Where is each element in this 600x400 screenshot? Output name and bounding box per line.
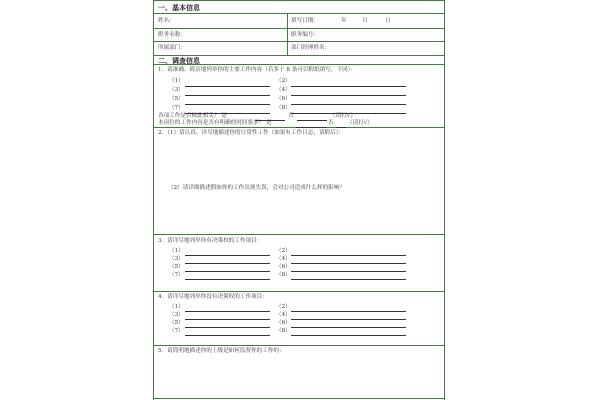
rule-q3 (153, 291, 445, 292)
q4-item-3: （3） (169, 312, 184, 318)
q1-item-8: （8） (276, 105, 291, 111)
q4-item-6: （6） (276, 320, 291, 326)
rule-q4 (153, 345, 445, 346)
month-label: 月 (362, 18, 368, 24)
q1-item-4: （4） (276, 87, 291, 93)
q1-related-hint: （请打√） (330, 113, 356, 119)
q4-line-3[interactable] (185, 319, 270, 320)
q1-line-6[interactable] (291, 104, 406, 105)
rule-row1 (153, 28, 445, 29)
q3-item-6: （6） (276, 264, 291, 270)
q3-line-2[interactable] (291, 255, 406, 256)
q1-item-5: （5） (169, 96, 184, 102)
q3-item-4: （4） (276, 256, 291, 262)
q1-line-4[interactable] (291, 95, 406, 96)
q3-line-3[interactable] (185, 263, 270, 264)
q4-line-1[interactable] (185, 311, 270, 312)
day-label: 日 (385, 18, 391, 24)
q1-time-hint: （请打√） (347, 120, 373, 126)
q1-line-1[interactable] (185, 86, 270, 87)
q4-line-4[interactable] (291, 319, 406, 320)
q5-text: 5．请简明地描述你的上级是如何监督你的工作的： (158, 348, 285, 354)
q3-item-1: （1） (169, 248, 184, 254)
q1-time-label: 本岗位的工作内容是否有明确的时间要求？ 是 (158, 120, 272, 126)
q1-time-no-label: 否 (328, 120, 334, 126)
q4-item-7: （7） (169, 328, 184, 334)
q4-item-5: （5） (169, 320, 184, 326)
q3-line-4[interactable] (291, 263, 406, 264)
q3-line-1[interactable] (185, 255, 270, 256)
name-label: 姓名： (158, 18, 175, 24)
section1-title: 一、基本信息 (158, 4, 200, 12)
q4-line-7[interactable] (185, 335, 270, 336)
position-name-label: 职务名称： (158, 32, 186, 38)
q4-line-8[interactable] (291, 335, 406, 336)
q4-text: 4．请详尽地列举你没有决策权的工作项目： (158, 294, 268, 300)
year-label: 年 (341, 18, 347, 24)
q4-item-2: （2） (276, 304, 291, 310)
q2b-text: （2）请详细描述假如你的工作出现失误，会对公司造成什么样的影响？ (168, 185, 345, 191)
q3-item-8: （8） (276, 272, 291, 278)
q3-text: 3．请详尽地列举你有决策权的工作项目： (158, 238, 263, 244)
q3-line-8[interactable] (291, 279, 406, 280)
rule-section1 (153, 13, 445, 14)
rule-row2 (153, 41, 445, 42)
q1-line-5[interactable] (185, 104, 270, 105)
rule-bottom (153, 398, 445, 399)
q1-item-3: （3） (169, 87, 184, 93)
q1-related-label: 各项工作是否彼此相关？ 是 (158, 113, 227, 119)
rule-q2 (153, 234, 445, 235)
q4-line-5[interactable] (185, 327, 270, 328)
fill-date-label: 填写日期： (291, 18, 319, 24)
q1-item-2: （2） (276, 78, 291, 84)
rule-top (153, 0, 445, 1)
q4-item-1: （1） (169, 304, 184, 310)
q3-item-5: （5） (169, 264, 184, 270)
q1-item-1: （1） (169, 78, 184, 84)
q1-text: 1．请准确、简洁地列举你的主要工作内容（若多于 8 条可以附纸填写，下同）： (158, 67, 357, 73)
position-no-label: 职务编号： (291, 32, 319, 38)
q1-line-3[interactable] (185, 95, 270, 96)
q1-related-no-label: 否 (288, 113, 294, 119)
q3-line-6[interactable] (291, 271, 406, 272)
q4-line-2[interactable] (291, 311, 406, 312)
department-label: 所属部门： (158, 45, 186, 51)
q3-line-7[interactable] (185, 279, 270, 280)
manager-name-label: 部门经理姓名： (291, 45, 331, 51)
q1-related-no-line[interactable] (297, 120, 327, 121)
q3-item-7: （7） (169, 272, 184, 278)
q1-item-6: （6） (276, 96, 291, 102)
q1-time-yes-line[interactable] (296, 127, 326, 128)
section2-title: 二、调查信息 (158, 56, 200, 65)
q1-line-2[interactable] (291, 86, 406, 87)
q4-item-8: （8） (276, 328, 291, 334)
q4-line-6[interactable] (291, 327, 406, 328)
q1-item-7: （7） (169, 105, 184, 111)
q2-text: 2．（1）请认真、详尽地描述你的日常性工作（如果有工作日志，请附后）： (158, 130, 345, 136)
q3-item-2: （2） (276, 248, 291, 254)
q1-time-no-line[interactable] (336, 127, 346, 128)
q3-line-5[interactable] (185, 271, 270, 272)
q4-item-4: （4） (276, 312, 291, 318)
basic-divider (287, 13, 288, 55)
q3-item-3: （3） (169, 256, 184, 262)
